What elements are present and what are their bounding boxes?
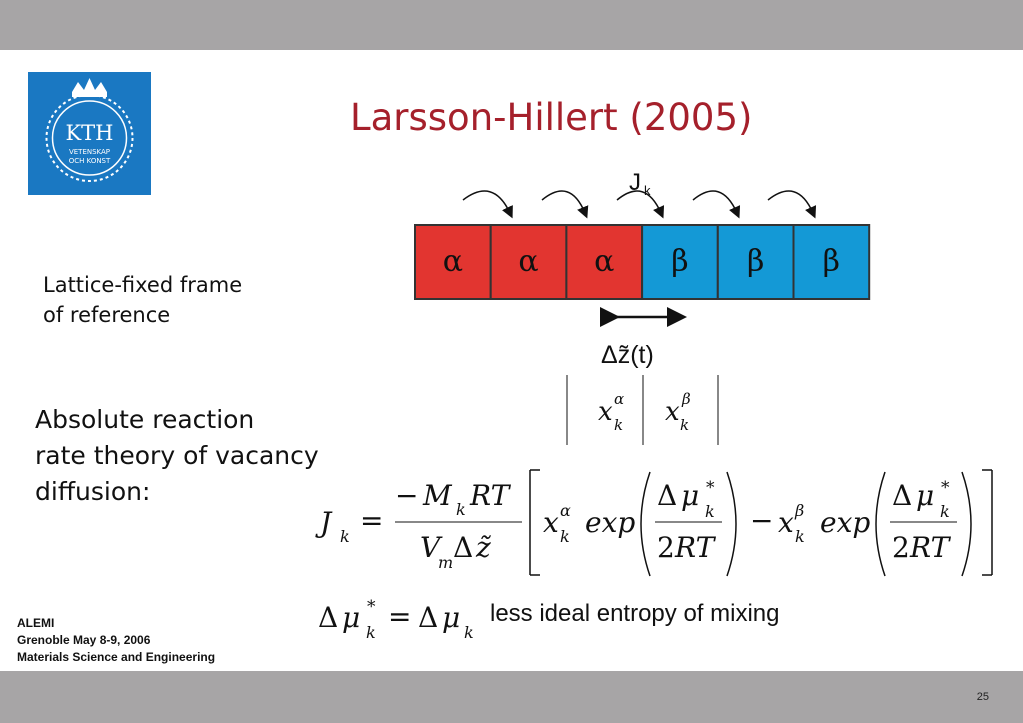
svg-text:Δ: Δ — [657, 479, 678, 512]
svg-text:RT: RT — [675, 531, 715, 564]
cell-label: β — [671, 244, 689, 279]
svg-text:*: * — [941, 478, 950, 498]
svg-text:−: − — [750, 504, 774, 537]
cell-label: α — [594, 244, 615, 279]
svg-text:2: 2 — [657, 531, 675, 564]
svg-text:x: x — [598, 397, 613, 427]
logo-kth-text: KTH — [65, 121, 114, 145]
svg-text:β: β — [795, 501, 805, 520]
theory-line-1: Absolute reaction — [35, 405, 255, 434]
interface-shift-label: Δz̃(t) — [601, 341, 654, 369]
svg-text:RT: RT — [910, 531, 950, 564]
svg-text:k: k — [940, 502, 950, 521]
frame-line-1: Lattice-fixed frame — [43, 273, 243, 297]
footer-line-1: ALEMI — [17, 616, 55, 630]
cell-label: β — [746, 244, 765, 279]
svg-text:m: m — [438, 553, 454, 572]
svg-text:k: k — [366, 623, 376, 642]
logo-subtext-2: OCH KONST — [68, 157, 111, 165]
svg-text:μ: μ — [442, 601, 461, 634]
svg-text:=: = — [388, 600, 412, 633]
svg-text:Δ: Δ — [453, 531, 474, 564]
svg-text:k: k — [560, 527, 570, 546]
svg-text:z̃: z̃ — [476, 531, 491, 564]
cell-label: α — [518, 244, 539, 279]
svg-text:Δ: Δ — [318, 601, 339, 634]
svg-text:β: β — [682, 390, 691, 408]
flux-label: J — [629, 169, 641, 196]
svg-text:x: x — [778, 506, 794, 539]
svg-text:J: J — [320, 506, 332, 539]
theory-line-2: rate theory of vacancy — [35, 441, 319, 470]
bottom-bar — [0, 671, 1023, 723]
svg-text:k: k — [680, 416, 690, 434]
footer — [17, 615, 215, 666]
svg-text:k: k — [795, 527, 805, 546]
svg-text:−: − — [395, 479, 419, 512]
svg-text:V: V — [420, 531, 441, 564]
svg-text:k: k — [456, 500, 466, 519]
svg-text:x: x — [543, 506, 559, 539]
footer-line-3: Materials Science and Engineering — [17, 650, 216, 664]
svg-text:Δ: Δ — [892, 479, 913, 512]
svg-text:Δ: Δ — [418, 601, 439, 634]
svg-text:μ: μ — [681, 479, 700, 512]
svg-text:k: k — [614, 416, 624, 434]
footer-line-2: Grenoble May 8-9, 2006 — [17, 633, 151, 647]
svg-text:M: M — [423, 479, 452, 512]
svg-text:2: 2 — [892, 531, 910, 564]
slide-title: Larsson-Hillert (2005) — [350, 96, 753, 139]
cell-label: β — [822, 244, 841, 279]
composition-determinant — [567, 375, 718, 445]
flux-subscript: k — [644, 183, 651, 198]
svg-text:=: = — [360, 504, 384, 537]
svg-text:exp: exp — [820, 506, 871, 539]
frame-line-2: of reference — [43, 303, 171, 327]
svg-text:μ: μ — [342, 601, 361, 634]
page-number: 25 — [976, 691, 989, 703]
theory-line-3: diffusion: — [35, 477, 151, 506]
svg-text:α: α — [560, 501, 571, 520]
cell-label: α — [442, 244, 463, 279]
mixing-equation — [318, 597, 474, 642]
svg-text:exp: exp — [585, 506, 636, 539]
mixing-description: less ideal entropy of mixing — [490, 600, 780, 627]
svg-text:k: k — [705, 502, 715, 521]
svg-text:*: * — [706, 478, 715, 498]
svg-text:k: k — [340, 527, 350, 546]
svg-text:*: * — [367, 597, 376, 617]
svg-text:x: x — [665, 397, 680, 427]
svg-text:RT: RT — [470, 479, 510, 512]
logo-subtext-1: VETENSKAP — [68, 148, 111, 156]
flux-equation — [315, 470, 992, 576]
svg-text:α: α — [614, 390, 625, 408]
svg-text:μ: μ — [916, 479, 935, 512]
svg-text:k: k — [464, 623, 474, 642]
